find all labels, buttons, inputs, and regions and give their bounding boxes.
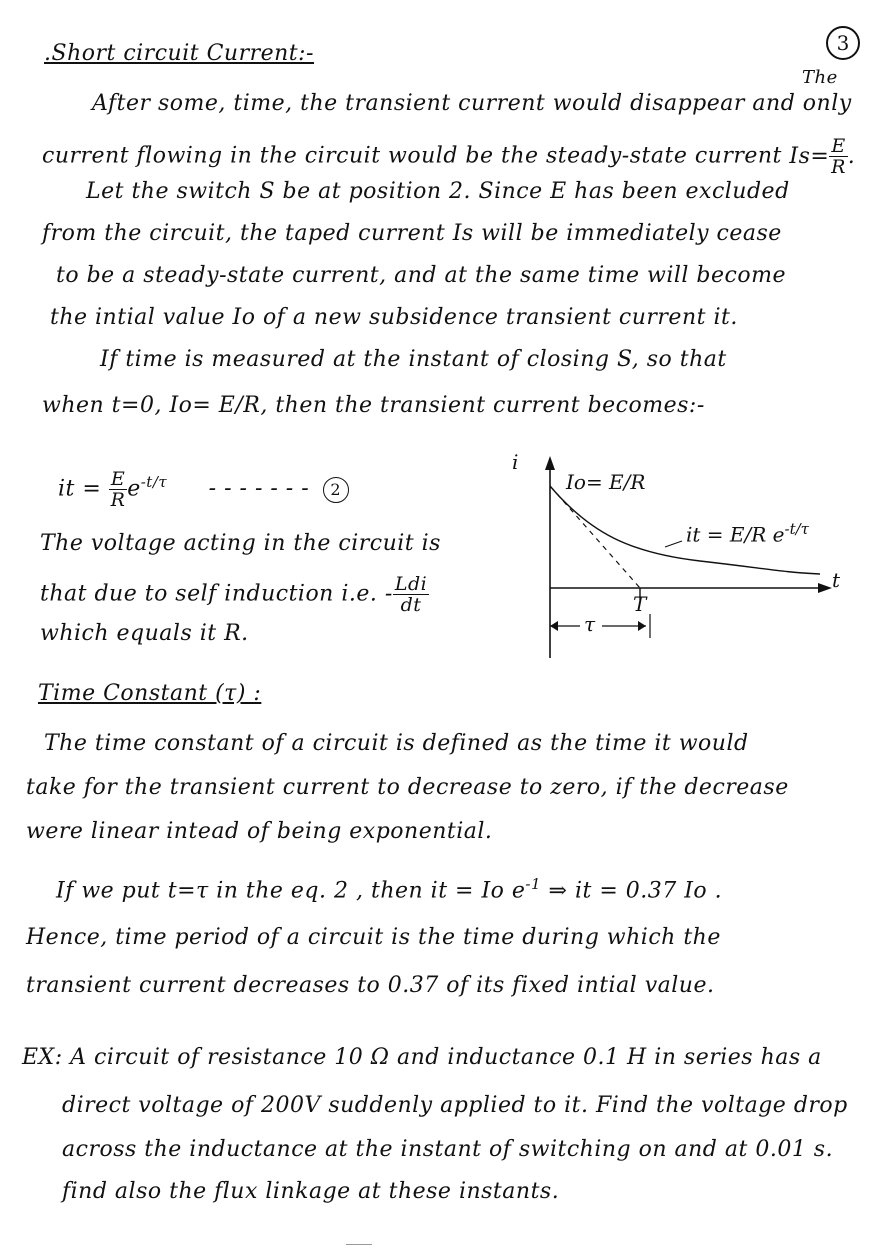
eq2-num: E [110,467,126,490]
bottom-mark [346,1244,372,1245]
x-axis-arrow [818,583,832,593]
voltage-num: Ldi [394,573,428,595]
voltage-line3: which equals it R. [40,621,249,646]
example-line3: across the inductance at the instant of switching on and at 0.01 s. [62,1137,834,1162]
para1-line2-text: current flowing in the circuit would be the steady-state current [42,143,782,169]
para2-line1: Let the switch S be at position 2. Since E has been excluded [86,179,790,204]
heading-short-circuit: .Short circuit Current:- [44,41,314,66]
equation-2 [58,468,349,510]
para6-line2: transient current decreases to 0.37 of its fixed intial value. [26,973,715,998]
para4-line1: The time constant of a circuit is defined as the time it would [44,731,749,756]
page-number: 3 [826,26,860,60]
para4-line2: take for the transient current to decrease to zero, if the decrease [26,775,789,800]
para3-line1: If time is measured at the instant of closing S, so that [100,347,727,372]
para2-line2: from the circuit, the taped current Is will be immediately cease [42,221,782,246]
y-axis-arrow [545,456,555,470]
para1-line2 [42,136,855,177]
heading-time-constant: Time Constant (τ) : [38,681,262,706]
para4-line3: were linear intead of being exponential. [26,819,493,844]
insertion-mark: The [802,67,838,88]
para3-line2: when t=0, Io= E/R, then the transient current becomes:- [42,393,705,418]
tau-span-label: τ [584,612,596,636]
eq2-dots: - - - - - - - [208,476,310,502]
curve-label-exponent: -t/τ [784,520,809,538]
tau-arrow-right [638,621,646,631]
eq2-base: e [127,476,141,502]
example-line4: find also the flux linkage at these instants. [62,1179,560,1204]
curve-label-text: it = E/R e [686,522,785,547]
voltage-line2-text: that due to self induction i.e. - [40,581,393,607]
label-pointer [665,541,682,547]
eq2-fraction [109,469,127,510]
tangent-line [550,486,640,588]
tau-arrow-left [550,621,558,631]
steady-state-formula: Is= $\frac{E}{R}$ . [789,135,856,178]
eq2-exponent: -t/τ [140,473,168,491]
initial-current-label: Io= E/R [566,470,646,494]
eq2-den: R [110,488,126,511]
para1-line1: After some, time, the transient current would disappear and only [92,91,852,116]
example-line2: direct voltage of 200V suddenly applied to it. Find the voltage drop [62,1093,848,1118]
example-line1: EX: A circuit of resistance 10 Ω and inductance 0.1 H in series has a [22,1045,822,1070]
formula-den: R [831,156,846,178]
para6-line1: Hence, time period of a circuit is the time during which the [26,925,721,950]
para2-line4: the intial value Io of a new subsidence transient current it. [50,305,738,330]
formula-fraction [829,136,847,177]
para5 [56,870,722,905]
curve-label [686,520,809,547]
formula-num: E [831,135,846,157]
y-axis-label: i [512,450,519,474]
voltage-fraction [393,574,429,615]
formula-lhs: Is= [789,143,830,169]
para5-exponent: -1 [525,875,542,893]
para5-tail: ⇒ it = 0.37 Io . [541,878,723,904]
x-axis-label: t [832,568,841,592]
tau-marker-label: T [633,592,647,616]
decay-graph [512,448,850,668]
eq2-label: 2 [323,477,349,503]
voltage-den: dt [400,594,422,616]
eq2-lhs: it = [58,476,102,502]
voltage-line2 [40,574,429,615]
para5-text: If we put t=τ in the eq. 2 , then it = Io e [56,878,526,904]
para2-line3: to be a steady-state current, and at the same time will become [56,263,786,288]
voltage-line1: The voltage acting in the circuit is [40,531,441,556]
